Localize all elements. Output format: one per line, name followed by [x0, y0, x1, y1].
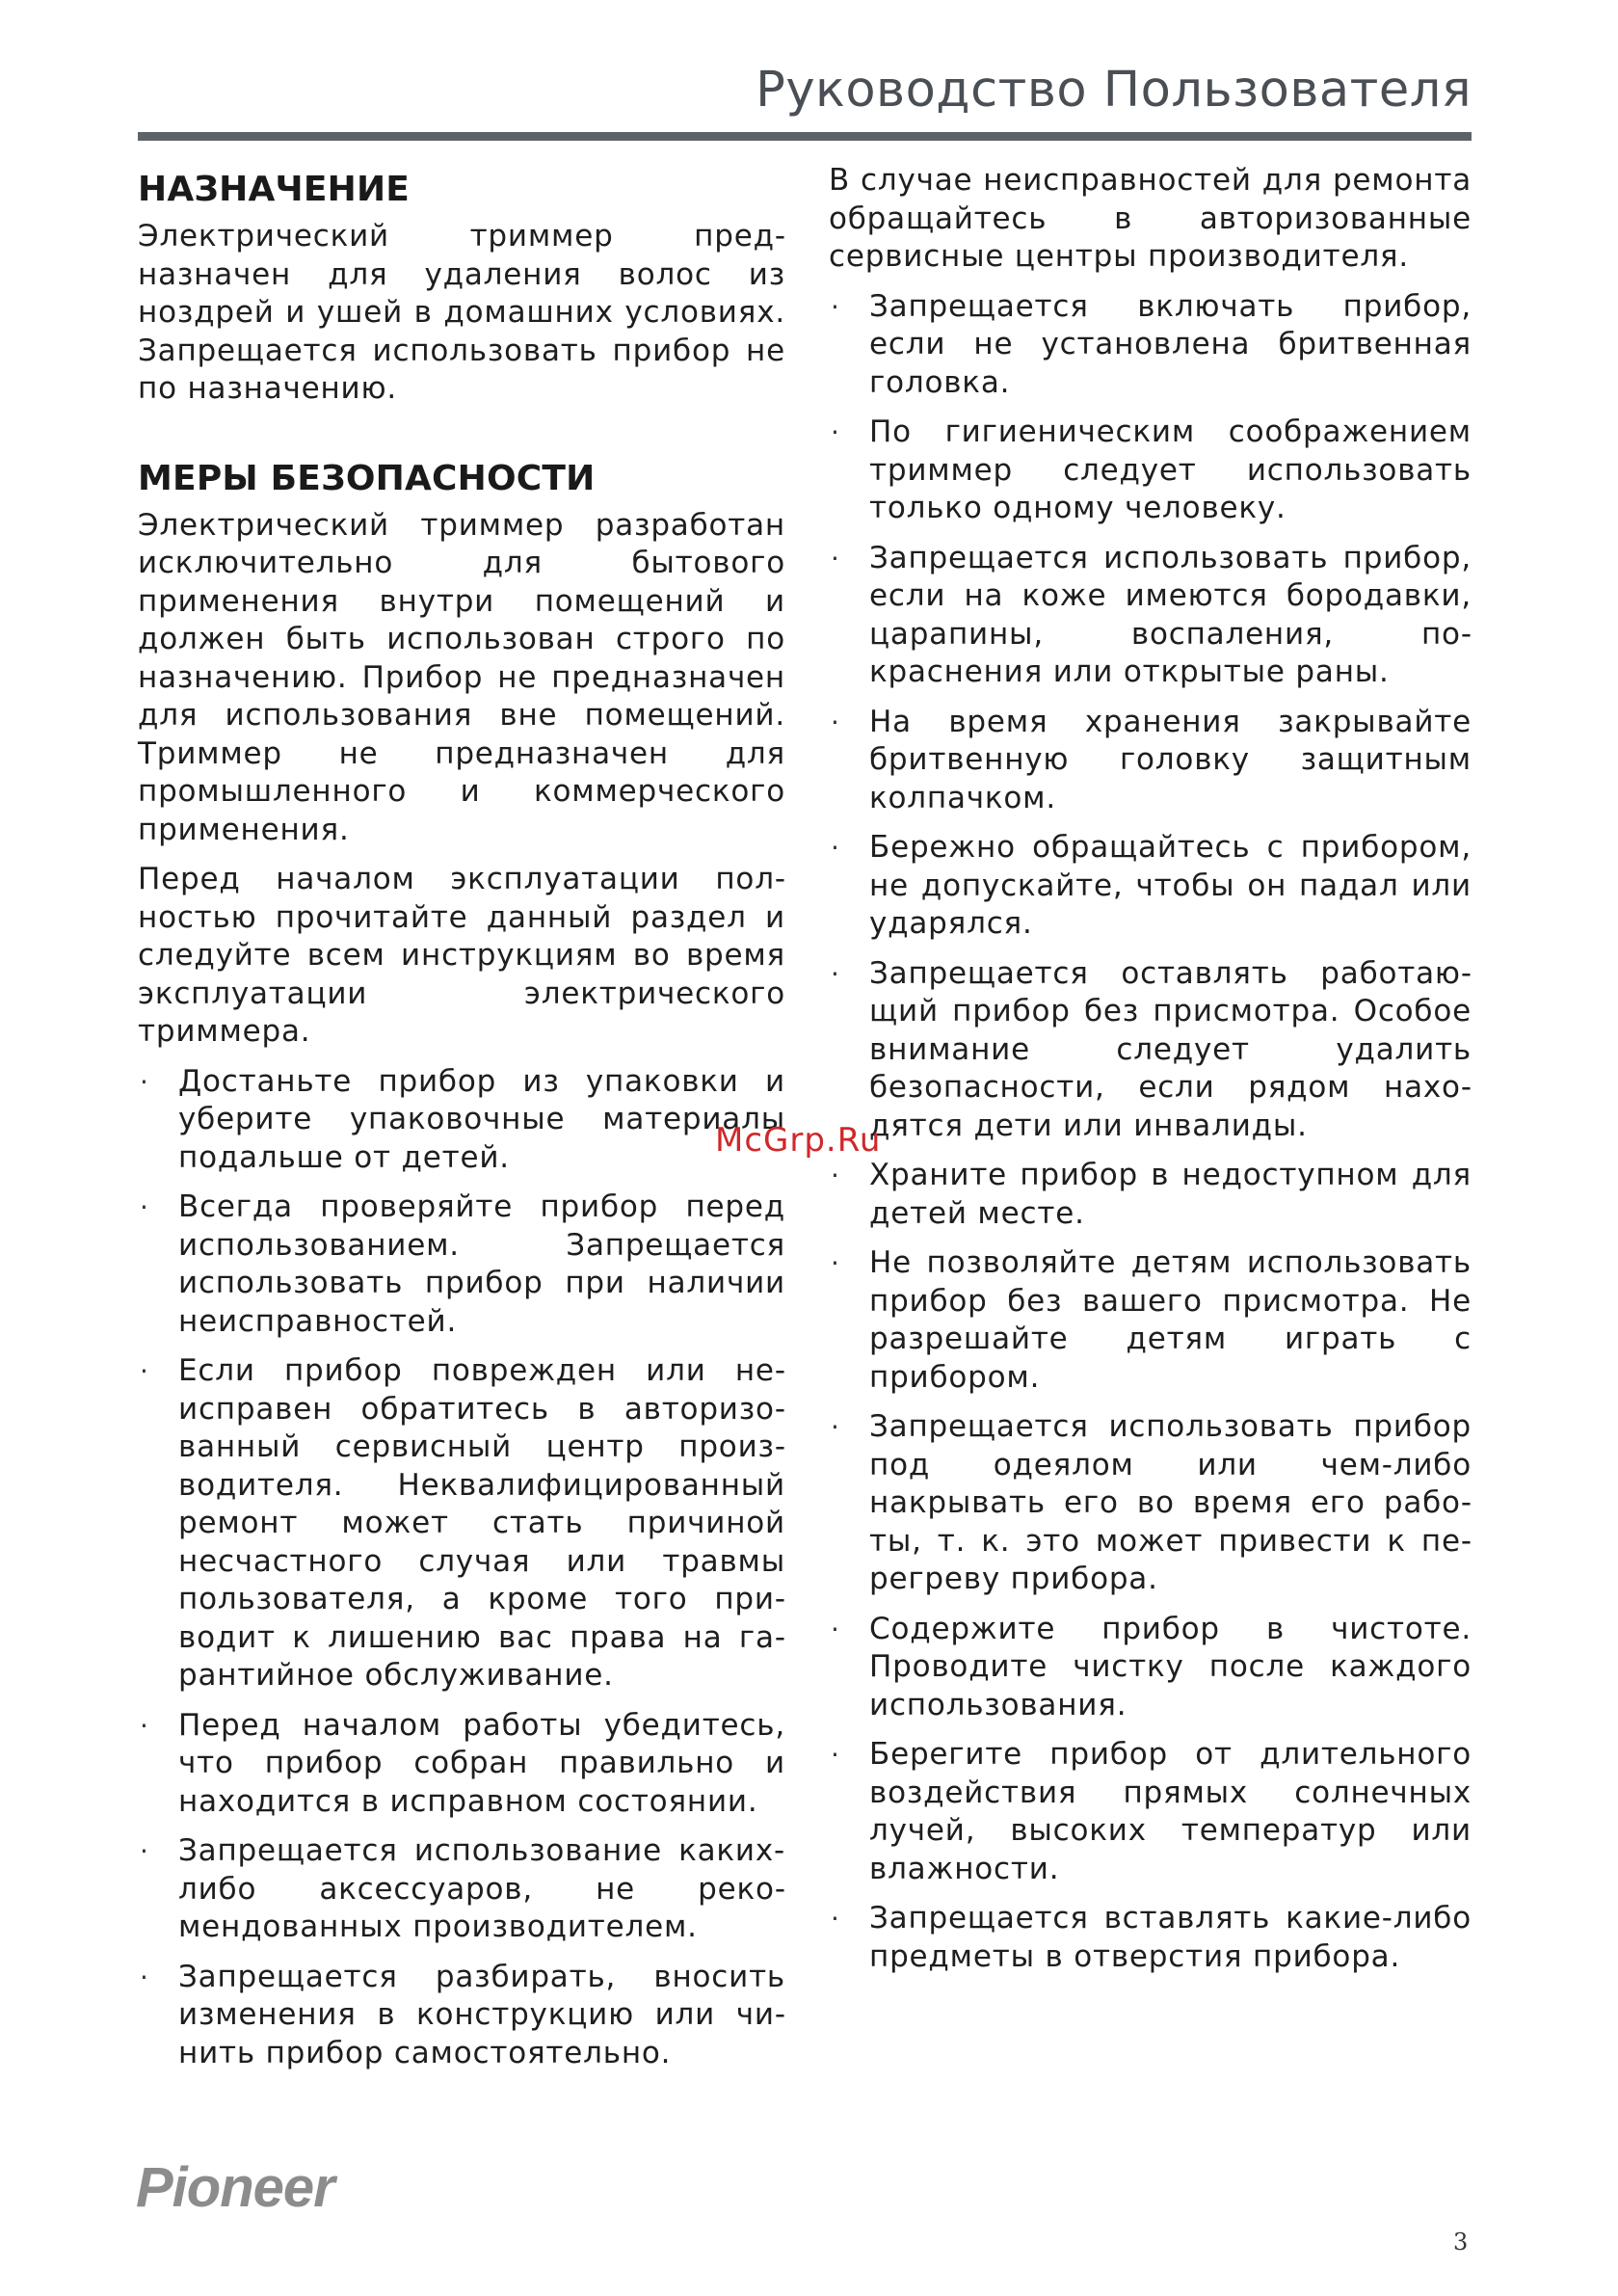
list-item-text: Храните прибор в недоступном для детей месте.: [869, 1158, 1472, 1231]
list-item: [138, 1063, 785, 1178]
list-item: [829, 1408, 1472, 1599]
purpose-heading: НАЗНАЧЕНИЕ: [138, 170, 411, 209]
purpose-text: Электрический триммер предназначен для удаления волос из ноздрей и ушей в домашних условиях. Запрещается использовать прибор не по назначению.: [138, 219, 785, 406]
watermark-text: McGrp.Ru: [715, 1121, 882, 1160]
bullet-icon: ·: [831, 1247, 840, 1279]
bullet-icon: ·: [831, 290, 840, 323]
bullet-icon: ·: [140, 1065, 149, 1098]
list-item-text: Если прибор поврежден или неисправен обратитесь в авторизованный сервисный центр производителя. Неквалифицированный ремонт может стать причиной несчастного случая или травмы пользователя, а кроме того приводит к лишению вас права на гарантийное обслуживание.: [178, 1353, 785, 1693]
bullet-icon: ·: [831, 1411, 840, 1443]
list-item-text: Запрещается использовать прибор, если на коже имеются бородавки, царапины, воспаления, покраснения или открытые раны.: [869, 540, 1472, 689]
list-item-text: Бережно обращайтесь с прибором, не допускайте, чтобы он падал или ударялся.: [869, 830, 1472, 941]
list-item-text: Содержите прибор в чистоте. Проводите чистку после каждого использования.: [869, 1611, 1472, 1722]
list-item: [138, 1959, 785, 2073]
safety-list-left: [138, 1063, 785, 2073]
pioneer-logo: Pioneer: [136, 2156, 334, 2219]
list-item-text: Запрещается оставлять работающий прибор без присмотра. Особое внимание следует удалить безопасности, если рядом находятся дети или инвалиды.: [869, 955, 1472, 1143]
list-item: [829, 955, 1472, 1146]
safety-list-right: [829, 288, 1472, 1977]
bullet-icon: ·: [831, 1160, 840, 1191]
bullet-icon: ·: [140, 1355, 149, 1387]
list-item-text: Достаньте прибор из упаковки и уберите упаковочные материалы подальше от детей.: [178, 1063, 785, 1175]
list-item-text: Берегите прибор от длительного воздействия прямых солнечных лучей, высоких температур или влажности.: [869, 1737, 1472, 1886]
bullet-icon: ·: [140, 1835, 149, 1867]
page-number: 3: [1453, 2229, 1469, 2256]
bullet-icon: ·: [831, 416, 840, 448]
list-item-text: Запрещается вставлять какие-либо предметы в отверстия прибора.: [869, 1901, 1472, 1974]
bullet-icon: ·: [831, 832, 840, 864]
list-item: [138, 1832, 785, 1947]
list-item: [829, 1244, 1472, 1397]
list-item: [829, 288, 1472, 403]
left-column: [138, 162, 785, 2084]
safety-paragraph: Электрический триммер разработан исключительно для бытового применения внутри помещений и должен быть использован строго по назначению. Прибор не предназначен для использования вне помещений. Триммер не предназначен для промышленного и коммерческого применения.: [138, 507, 785, 847]
list-item-text: Перед началом работы убедитесь, что прибор собран правильно и находится в исправном состоянии.: [178, 1707, 785, 1819]
bullet-icon: ·: [831, 1613, 840, 1645]
right-column: [829, 162, 1472, 1988]
list-item: [829, 1736, 1472, 1888]
bullet-icon: ·: [831, 1903, 840, 1935]
list-item: [829, 414, 1472, 528]
list-item: [829, 1900, 1472, 1976]
list-item-text: По гигиеническим соображением триммер следует использовать только одному человеку.: [869, 414, 1472, 525]
repair-intro-text: В случае неисправностей для ремонта обращайтесь в авторизованные сервисные центры производителя.: [829, 163, 1472, 274]
list-item: [829, 829, 1472, 944]
list-item-text: Запрещается использование каких-либо аксессуаров, не рекомендованных производителем.: [178, 1833, 785, 1944]
list-item-text: Запрещается включать прибор, если не установлена бритвенная головка.: [869, 288, 1472, 400]
header-divider: [138, 132, 1472, 141]
list-item-text: Всегда проверяйте прибор перед использованием. Запрещается использовать прибор при наличии неисправностей.: [178, 1189, 785, 1339]
safety-paragraph: Перед началом эксплуатации полностью прочитайте данный раздел и следуйте всем инструкциям во время эксплуатации электрического триммера.: [138, 862, 785, 1049]
list-item: [829, 540, 1472, 692]
list-item: [829, 1611, 1472, 1725]
bullet-icon: ·: [831, 542, 840, 574]
list-item: [138, 1707, 785, 1822]
page-header-title: Руководство Пользователя: [756, 62, 1472, 119]
bullet-icon: ·: [140, 1709, 149, 1742]
bullet-icon: ·: [831, 957, 840, 990]
list-item-text: Не позволяйте детям использовать прибор без вашего присмотра. Не разрешайте детям играть с прибором.: [869, 1245, 1472, 1395]
list-item: [138, 1352, 785, 1695]
list-item: [829, 704, 1472, 818]
bullet-icon: ·: [831, 706, 840, 738]
list-item-text: Запрещается использовать прибор под одеялом или чем-либо накрывать его во время его работы, т. к. это может привести к перегреву прибора.: [869, 1409, 1472, 1596]
list-item-text: На время хранения закрывайте бритвенную головку защитным колпачком.: [869, 704, 1472, 815]
safety-heading: МЕРЫ БЕЗОПАСНОСТИ: [138, 458, 596, 498]
list-item-text: Запрещается разбирать, вносить изменения в конструкцию или чинить прибор самостоятельно.: [178, 1959, 785, 2070]
bullet-icon: ·: [831, 1739, 840, 1771]
bullet-icon: ·: [140, 1961, 149, 1993]
list-item: [138, 1188, 785, 1341]
bullet-icon: ·: [140, 1191, 149, 1223]
list-item: [829, 1157, 1472, 1233]
